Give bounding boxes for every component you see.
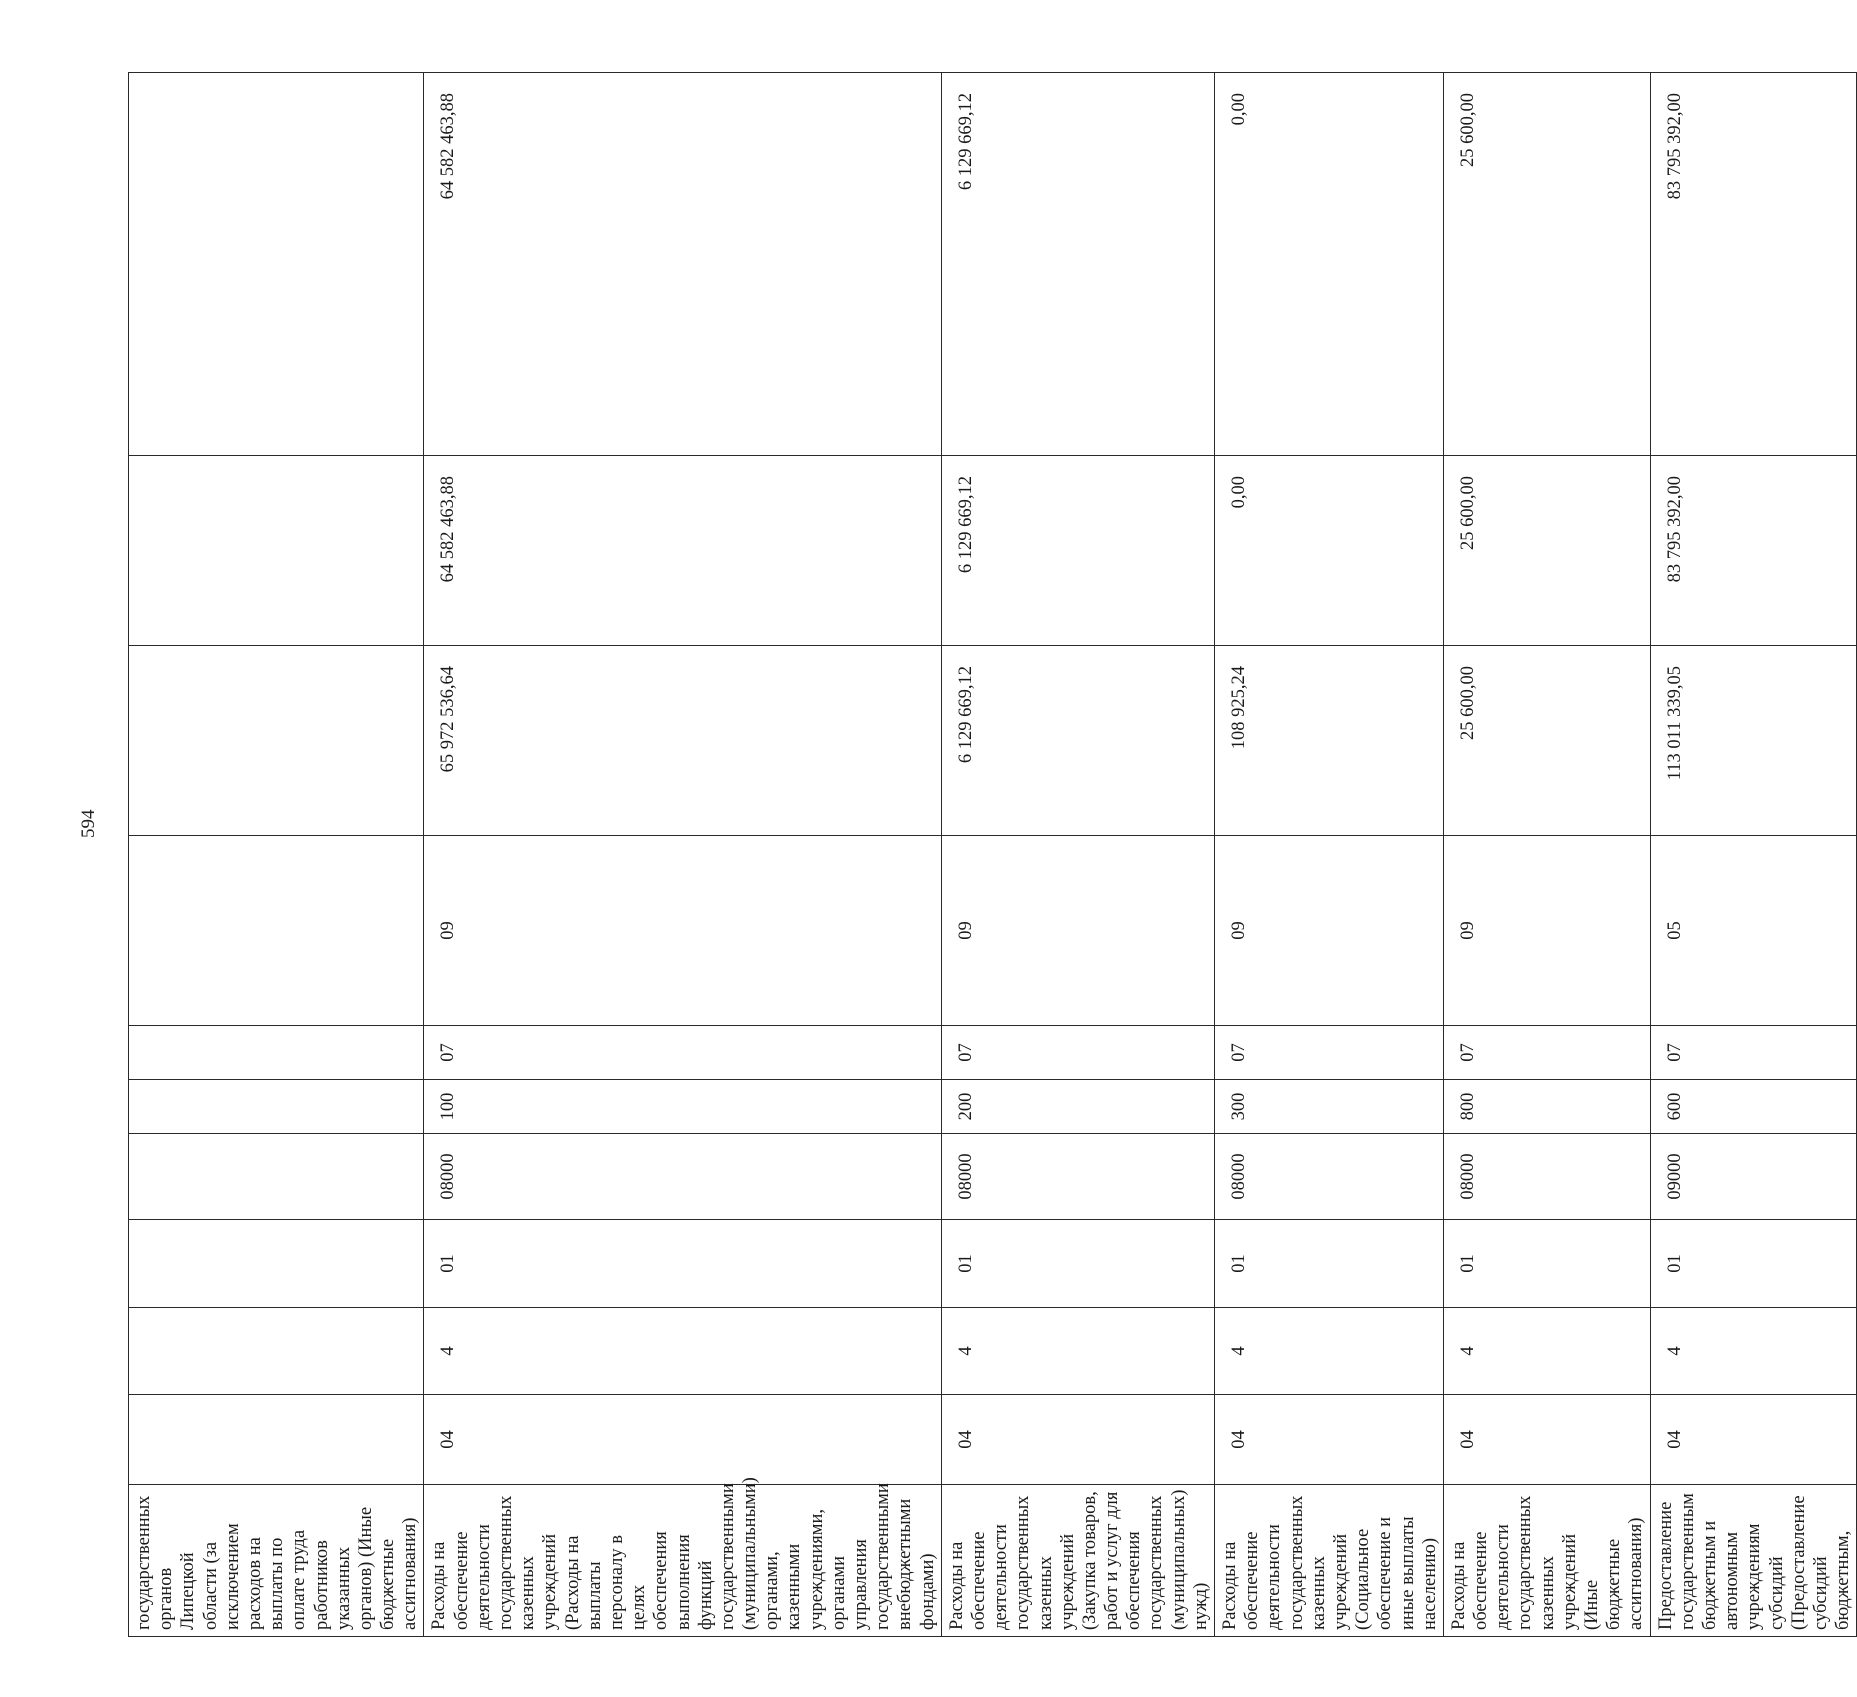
amount-cell: 6 129 669,12	[941, 73, 1214, 456]
code-cell: 01	[1215, 1220, 1444, 1308]
table-row	[424, 73, 941, 1637]
code-cell	[129, 1395, 424, 1485]
amount-cell	[129, 73, 424, 456]
code-cell	[129, 836, 424, 1026]
amount-cell: 64 582 463,88	[424, 73, 941, 456]
code-cell	[129, 1026, 424, 1080]
code-cell: 04	[1650, 1395, 1857, 1485]
amount-cell: 108 925,24	[1215, 646, 1444, 836]
code-cell: 01	[424, 1220, 941, 1308]
code-cell: 09	[941, 836, 1214, 1026]
code-cell: 4	[1650, 1308, 1857, 1395]
amount-cell: 6 129 669,12	[941, 646, 1214, 836]
code-cell: 08000	[424, 1134, 941, 1220]
amount-cell: 64 582 463,88	[424, 456, 941, 646]
code-cell: 08000	[941, 1134, 1214, 1220]
code-cell: 09	[424, 836, 941, 1026]
code-cell	[129, 1080, 424, 1134]
amount-cell: 83 795 392,00	[1650, 73, 1857, 456]
code-cell: 200	[941, 1080, 1214, 1134]
amount-cell: 83 795 392,00	[1650, 456, 1857, 646]
code-cell: 09	[1443, 836, 1650, 1026]
row-description: Расходы на обеспечение деятельности государственных казенных учреждений (Социальное обеспечение и иные выплаты населению)	[1215, 1485, 1444, 1637]
row-description: Расходы на обеспечение деятельности государственных казенных учреждений (Закупка товаров, работ и услуг для обеспечения государственных (муниципальных) нужд)	[941, 1485, 1214, 1637]
code-cell: 600	[1650, 1080, 1857, 1134]
row-description: государственных органов Липецкой области (за исключением расходов на выплаты по оплате труда работников указанных органов) (Иные бюджетные ассигнования)	[129, 1485, 424, 1637]
code-cell: 07	[424, 1026, 941, 1080]
amount-cell: 6 129 669,12	[941, 456, 1214, 646]
amount-cell: 25 600,00	[1443, 73, 1650, 456]
code-cell: 01	[1650, 1220, 1857, 1308]
code-cell: 04	[941, 1395, 1214, 1485]
code-cell: 07	[941, 1026, 1214, 1080]
amount-cell: 25 600,00	[1443, 646, 1650, 836]
code-cell: 07	[1443, 1026, 1650, 1080]
table-row	[129, 73, 424, 1637]
table-row	[1443, 73, 1650, 1637]
row-description: Предоставление государственным бюджетным и автономным учреждениям субсидий (Предоставление субсидий бюджетным,	[1650, 1485, 1857, 1637]
amount-cell	[129, 456, 424, 646]
amount-cell: 25 600,00	[1443, 456, 1650, 646]
code-cell	[129, 1308, 424, 1395]
amount-cell: 0,00	[1215, 456, 1444, 646]
amount-cell	[129, 646, 424, 836]
code-cell: 4	[1215, 1308, 1444, 1395]
code-cell: 09000	[1650, 1134, 1857, 1220]
code-cell: 04	[1215, 1395, 1444, 1485]
code-cell: 04	[1443, 1395, 1650, 1485]
code-cell: 08000	[1443, 1134, 1650, 1220]
code-cell: 01	[941, 1220, 1214, 1308]
code-cell: 300	[1215, 1080, 1444, 1134]
code-cell	[129, 1134, 424, 1220]
budget-table	[128, 72, 1857, 1637]
code-cell: 08000	[1215, 1134, 1444, 1220]
code-cell: 07	[1215, 1026, 1444, 1080]
row-description: Расходы на обеспечение деятельности государственных казенных учреждений (Иные бюджетные ассигнования)	[1443, 1485, 1650, 1637]
row-description: Расходы на обеспечение деятельности государственных казенных учреждений (Расходы на выплаты персоналу в целях обеспечения выполнения функций государственными (муниципальными) органами, казенными учреждениями, органами управления государственными внебюджетными фондами)	[424, 1485, 941, 1637]
page-number: 594	[78, 809, 99, 838]
code-cell: 07	[1650, 1026, 1857, 1080]
amount-cell: 113 011 339,05	[1650, 646, 1857, 836]
amount-cell: 0,00	[1215, 73, 1444, 456]
code-cell: 4	[424, 1308, 941, 1395]
code-cell: 04	[424, 1395, 941, 1485]
code-cell: 4	[941, 1308, 1214, 1395]
code-cell	[129, 1220, 424, 1308]
rotated-table-wrapper	[128, 72, 1854, 1637]
code-cell: 800	[1443, 1080, 1650, 1134]
table-row	[1215, 73, 1444, 1637]
code-cell: 4	[1443, 1308, 1650, 1395]
table-row	[1650, 73, 1857, 1637]
amount-cell: 65 972 536,64	[424, 646, 941, 836]
code-cell: 01	[1443, 1220, 1650, 1308]
code-cell: 100	[424, 1080, 941, 1134]
code-cell: 09	[1215, 836, 1444, 1026]
code-cell: 05	[1650, 836, 1857, 1026]
table-row	[941, 73, 1214, 1637]
